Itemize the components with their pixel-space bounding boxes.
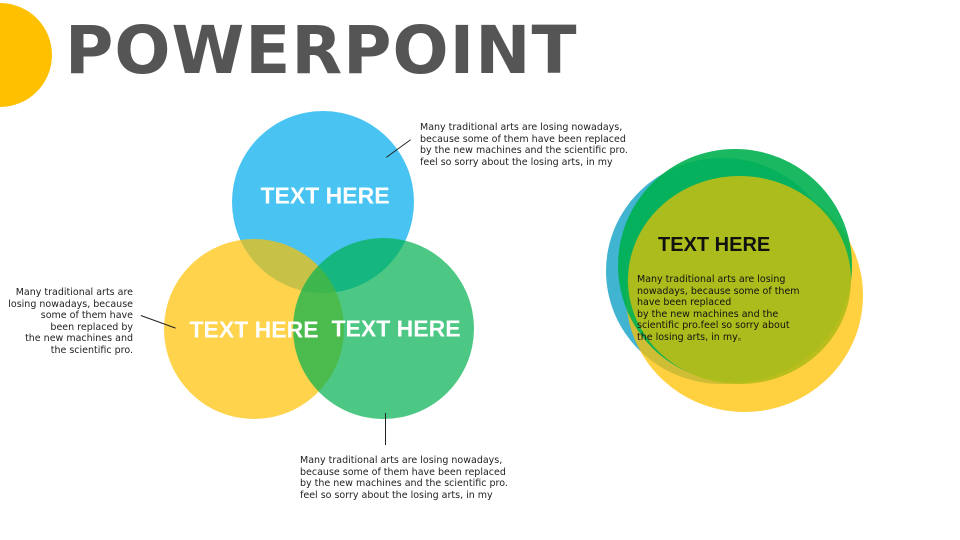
callout-bottom-text [300,455,508,501]
callout-bottom-line: Many traditional arts are losing nowadays, [300,455,503,466]
callout-bottom-line: because some of them have been replaced [300,466,506,478]
callout-bottom-line: by the new machines and the scientific pro. [300,478,508,489]
callout-left-line: some of them have [40,310,133,321]
callout-top-line: by the new machines and the scientific pro. [420,145,628,156]
callout-bottom-line: feel so sorry about the losing arts, in my [300,489,493,501]
right-body-line: nowadays, because some of them [637,285,800,297]
callout-top-line: because some of them have been replaced [420,133,626,145]
right-body-line: the losing arts, in my。 [637,331,748,343]
callout-left-text [4,287,133,356]
venn-left-label: TEXT HERE [189,316,319,343]
callout-left-line: been replaced by [50,321,133,333]
venn-right-label: TEXT HERE [331,315,461,342]
callout-top-line: Many traditional arts are losing nowadays, [420,122,623,133]
callout-top-text [420,122,628,168]
callout-bottom-leader-line [385,413,386,445]
corner-decoration-circle [0,3,52,107]
callout-left-line: the scientific pro. [50,344,133,356]
right-body-line: have been replaced [637,297,732,308]
right-body-text [637,274,800,343]
right-body-line: by the new machines and the [637,308,779,320]
callout-left-line: the new machines and [25,333,133,344]
callout-top-line: feel so sorry about the losing arts, in my [420,156,613,168]
right-heading: TEXT HERE [658,234,771,256]
venn-top-label: TEXT HERE [260,182,390,209]
callout-left-line: losing nowadays, because [8,298,133,310]
right-body-line: scientific pro.feel so sorry about [637,320,790,331]
callout-left-line: Many traditional arts are [15,287,133,298]
right-body-line: Many traditional arts are losing [637,274,786,285]
page-title: POWERPOINT [65,12,578,89]
